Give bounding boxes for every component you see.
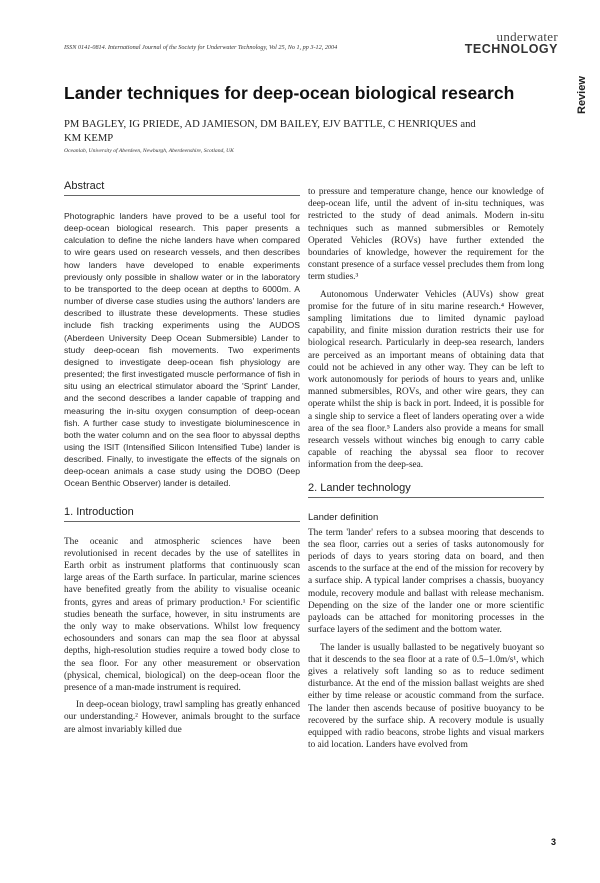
- intro-paragraph: The oceanic and atmospheric sciences have been revolutionised in recent decades by the use of satellites in Earth orbit as instrument platforms that continuously scan large areas of the Earth surface. In particular, marine sciences have benefited greatly from the ability to visualise oceanic fronts, gyres and areas of primary production.¹ For scientific studies beneath the surface, however, in situ instruments are the only way to make observations. Whilst low frequency echosounders and sonars can map the sea floor at abyssal depths, high-resolution studies require a towed body close to the sea floor. For any other measurement or observation (physical, chemical, biological) on the deep-ocean floor the presence of a man-made instrument is required.: [64, 536, 300, 694]
- introduction-heading: 1. Introduction: [64, 506, 300, 522]
- page-number: 3: [550, 837, 556, 847]
- body-paragraph: The lander is usually ballasted to be negatively buoyant so that it descends to the sea floor at a rate of 0.5–1.0m/s¹, which gives a relatively soft landing so as to reduce sediment disturbance. At the end of the mission ballast weights are shed either by time release or acoustic command from the surface. The lander then ascends because of positive buoyancy to be recovered by the surface ship. A recovery module is usually equipped with radio beacons, strobe lights and visual markers to aid location. Landers have evolved from: [308, 642, 544, 751]
- author-affiliation: Oceanlab, University of Aberdeen, Newburgh, Aberdeenshire, Scotland, UK: [64, 148, 234, 154]
- logo-text-bottom: TECHNOLOGY: [464, 42, 558, 56]
- author-list: PM BAGLEY, IG PRIEDE, AD JAMIESON, DM BAILEY, EJV BATTLE, C HENRIQUES and KM KEMP: [64, 119, 476, 144]
- body-paragraph: The term 'lander' refers to a subsea mooring that descends to the sea floor, carries out a series of tasks autonomously for periods of days to years storing data on board, and then ascends to the surface at the end of the mission for recovery by a surface ship. A typical lander comprises a chassis, buoyancy module, recovery module and ballast with release mechanism. Depending on the size of the lander one or more scientific payloads can be attached for monitoring processes in the surface layers of the sediment and the bottom water.: [308, 527, 544, 636]
- abstract-heading: Abstract: [64, 180, 300, 196]
- lander-definition-subheading: Lander definition: [308, 511, 379, 523]
- journal-logo: [465, 30, 558, 56]
- article-title: Lander techniques for deep-ocean biological research: [64, 83, 515, 103]
- intro-paragraph: In deep-ocean biology, trawl sampling has greatly enhanced our understanding.² However, animals brought to the surface are almost invariably killed due: [64, 700, 300, 735]
- body-paragraph: to pressure and temperature change, hence our knowledge of deep-ocean life, until the advent of in-situ techniques, was restricted to the study of dead animals. Modern in-situ techniques such as manned submersibles or Remotely Operated Vehicles (ROVs) have further extended the boundaries of knowledge, however the requirement for the constant presence of a surface vessel precludes them from long term studies.³: [308, 187, 544, 283]
- logo-text-top: underwater: [496, 29, 558, 44]
- left-column: [64, 180, 300, 736]
- journal-citation: ISSN 0141-0814. International Journal of the Society for Underwater Technology, Vol 25, No 1, pp 3-12, 2004: [64, 44, 338, 51]
- abstract-text: Photographic landers have proved to be a useful tool for deep-ocean biological research. This paper presents a calculation to define the niche landers have when compared to wire gears used on research vessels, and then describes how landers have developed to enable experiments previously only possible in shallow water or in the laboratory to be transported to the deep ocean at depths to 6000m. A number of diverse case studies using the authors' landers are described to illustrate these developments. These studies include fish tracking experiments using the AUDOS (Aberdeen University Deep Ocean Submersible) Lander to study deep-ocean fish movements. Two experiments designed to investigate deep-ocean fish physiology are presented; the first investigated muscle performance of fish in situ using an electrical stimulator aboard the 'Sprint' Lander, and the second describes a lander capable of trapping and measuring the in-situ oxygen consumption of deep-ocean fish. A further case study to investigate bioluminescence in both the water column and on the sea floor to abyssal depths using the ISIT (Intensified Silicon Intensified Tube) lander is described. Finally, to investigate the effects of the signals on deep-ocean animals a case study using the DOBO (Deep Ocean Benthic Observer) lander is detailed.: [64, 211, 300, 489]
- right-column: [308, 186, 544, 751]
- lander-technology-heading: 2. Lander technology: [308, 482, 544, 498]
- body-paragraph: Autonomous Underwater Vehicles (AUVs) show great promise for the future of in situ marine research.⁴ However, sampling limitations due to limited dynamic payload capability, and finite mission duration restricts their use for biological research. Particularly in deep-sea research, landers are perceived as an important means of obtaining data that could not be achieved in any other way. They can be left to work autonomously for periods of hours to years and, unlike manned submersibles, ROVs, and other wire gears, they can operate whilst the ship is back in port. Indeed, it is possible for a single ship to service a fleet of landers operating over a wide area of the sea floor.⁵ Landers also provide a means for small research vessels without winches big enough to carry cable capable of reaching the abyssal sea floor to recover information from the deep-sea.: [308, 289, 544, 471]
- section-type-label: Review: [576, 76, 588, 114]
